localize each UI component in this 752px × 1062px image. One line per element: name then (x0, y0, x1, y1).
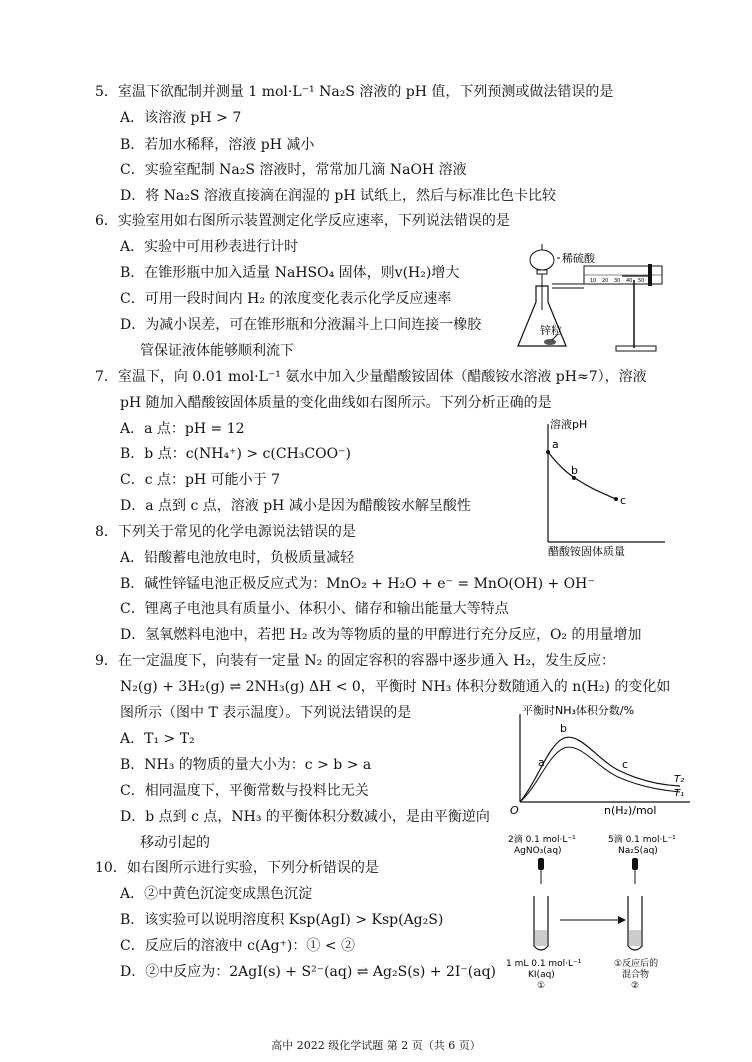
reaction-rate-apparatus-figure (512, 240, 667, 355)
q9-stem-line2: N₂(g) + 3H₂(g) ⇌ 2NH₃(g) ΔH < 0，平衡时 NH₃ 体积分数随通入的 n(H₂) 的变化如 (120, 679, 671, 695)
q6-option-d-cont: 管保证液体能够顺利流下 (140, 343, 294, 359)
fig7-point-a: a (552, 438, 559, 451)
transfer-arrow-icon (560, 916, 626, 924)
fig7-point-c: c (620, 494, 627, 507)
q7-option-b: B．b 点：c(NH₄⁺) > c(CH₃COO⁻) (120, 446, 351, 462)
fig10-tube1-volume: 1 mL 0.1 mol·L⁻¹ (506, 959, 582, 969)
fig10-tube2-label: ①反应后的 (614, 959, 659, 969)
fig10-tube1-number: ① (537, 981, 546, 991)
dilute-sulfuric-acid-label: 稀硫酸 (562, 252, 595, 265)
q9-stem-line1: 9．在一定温度下，向装有一定量 N₂ 的固定容积的容器中逐步通入 H₂，发生反应： (95, 653, 615, 669)
q10-option-d: D．②中反应为：2AgI(s) + S²⁻(aq) ⇌ Ag₂S(s) + 2I⁻(aq) (120, 964, 497, 980)
fig10-tube2-number: ② (631, 981, 640, 991)
fig10-tube2-mixture: 混合物 (622, 970, 650, 980)
q6-option-c: C．可用一段时间内 H₂ 的浓度变化表示化学反应速率 (120, 291, 452, 307)
fig9-curve-t2: T₂ (674, 774, 685, 785)
syringe-tick-20: 20 (602, 278, 609, 284)
q5-option-c: C．实验室配制 Na₂S 溶液时，常常加几滴 NaOH 溶液 (120, 162, 467, 178)
q9-option-a: A．T₁ > T₂ (120, 731, 195, 747)
q6-option-d: D．为减小误差，可在锥形瓶和分液漏斗上口间连接一橡胶 (120, 317, 482, 333)
q5-option-b: B．若加水稀释，溶液 pH 减小 (120, 137, 315, 153)
fig9-point-a: a (538, 756, 545, 769)
fig10-drop2-conc: 5滴 0.1 mol·L⁻¹ (608, 835, 676, 845)
fig9-curve-t1: T₁ (674, 788, 685, 799)
q6-option-a: A．实验中可用秒表进行计时 (120, 239, 299, 255)
fig7-point-b: b (571, 464, 578, 477)
q5-stem: 5．室温下欲配制并测量 1 mol·L⁻¹ Na₂S 溶液的 pH 值，下列预测或做法错误的是 (95, 84, 614, 100)
q5-option-a: A．该溶液 pH > 7 (120, 110, 242, 126)
fig10-drop1-reagent: AgNO₃(aq) (514, 846, 562, 856)
q8-option-a: A．铅酸蓄电池放电时，负极质量减轻 (120, 550, 355, 566)
q6-stem: 6．实验室用如右图所示装置测定化学反应速率，下列说法错误的是 (95, 213, 510, 229)
ph-vs-ammonium-acetate-figure (540, 412, 675, 562)
q9-option-c: C．相同温度下，平衡常数与投料比无关 (120, 783, 369, 799)
q9-stem-line3: 图所示（图中 T 表示温度）。下列说法错误的是 (120, 705, 412, 721)
q8-option-b: B．碱性锌锰电池正极反应式为：MnO₂ + H₂O + e⁻ = MnO(OH) + OH⁻ (120, 576, 595, 592)
zinc-granules-label: 锌粒 (540, 324, 562, 337)
fig9-point-c: c (622, 758, 629, 771)
fig10-tube1-reagent: KI(aq) (528, 970, 555, 980)
fig10-drop2-reagent: Na₂S(aq) (618, 846, 658, 856)
dropper-left-icon (538, 858, 544, 884)
page-footer: 高中 2022 级化学试题 第 2 页（共 6 页） (271, 1039, 481, 1052)
syringe-tick-50: 50 (638, 278, 645, 284)
syringe-tick-10: 10 (590, 278, 597, 284)
q9-option-d-cont: 移动引起的 (140, 835, 210, 851)
q7-option-d: D．a 点到 c 点，溶液 pH 减小是因为醋酸铵水解呈酸性 (120, 498, 471, 514)
ammonia-fraction-figure (508, 700, 703, 825)
q7-stem-line2: pH 随加入醋酸铵固体质量的变化曲线如右图所示。下列分析正确的是 (120, 395, 552, 411)
q6-option-b: B．在锥形瓶中加入适量 NaHSO₄ 固体，则v(H₂)增大 (120, 265, 460, 281)
q10-stem: 10．如右图所示进行实验，下列分析错误的是 (95, 860, 379, 876)
fig9-origin: O (510, 804, 519, 817)
syringe-tick-40: 40 (626, 278, 633, 284)
q10-option-a: A．②中黄色沉淀变成黑色沉淀 (120, 886, 313, 902)
fig7-ylabel: 溶液pH (550, 418, 588, 431)
q7-option-a: A．a 点：pH = 12 (120, 421, 245, 437)
precipitate-conversion-figure (500, 830, 700, 992)
fig7-xlabel: 醋酸铵固体质量 (548, 545, 625, 558)
q10-option-c: C．反应后的溶液中 c(Ag⁺)：① < ② (120, 938, 356, 954)
q5-option-d: D．将 Na₂S 溶液直接滴在润湿的 pH 试纸上，然后与标准比色卡比较 (120, 188, 556, 204)
q9-option-b: B．NH₃ 的物质的量大小为：c > b > a (120, 757, 372, 773)
fig9-ylabel: 平衡时NH₃体积分数/% (522, 704, 635, 717)
q8-stem: 8．下列关于常见的化学电源说法错误的是 (95, 524, 356, 540)
q8-option-c: C．锂离子电池具有质量小、体积小、储存和输出能量大等特点 (120, 601, 509, 617)
fig10-drop1-conc: 2滴 0.1 mol·L⁻¹ (508, 835, 576, 845)
fig9-xlabel: n(H₂)/mol (604, 804, 657, 817)
q7-stem-line1: 7．室温下，向 0.01 mol·L⁻¹ 氨水中加入少量醋酸铵固体（醋酸铵水溶液 pH≈7），溶液 (95, 369, 647, 385)
q7-option-c: C．c 点：pH 可能小于 7 (120, 472, 280, 488)
q10-option-b: B．该实验可以说明溶度积 Ksp(AgI) > Ksp(Ag₂S) (120, 912, 444, 928)
dropper-right-icon (632, 858, 638, 884)
fig9-point-b: b (560, 722, 567, 735)
syringe-tick-30: 30 (614, 278, 621, 284)
q9-option-d: D．b 点到 c 点，NH₃ 的平衡体积分数减小，是由平衡逆向 (120, 809, 490, 825)
q8-option-d: D．氢氧燃料电池中，若把 H₂ 改为等物质的量的甲醇进行充分反应，O₂ 的用量增加 (120, 627, 642, 643)
